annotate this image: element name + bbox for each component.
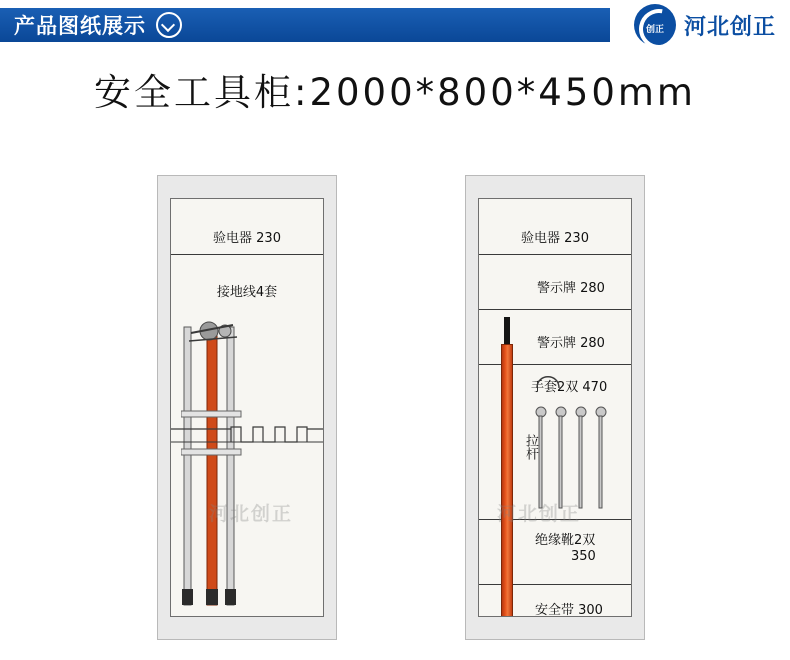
logo-mark-label: 创正 <box>645 24 664 34</box>
cabinet-left <box>157 175 337 640</box>
cabinet-right <box>465 175 645 640</box>
grounding-rod-frame <box>181 319 247 609</box>
glove-hangers <box>479 404 631 514</box>
cabinet-right-interior <box>478 198 632 617</box>
cabinet-right-label-2: 警示牌 280 <box>537 336 605 351</box>
hook-icon <box>535 367 563 389</box>
cabinet-right-label-0: 验电器 230 <box>521 231 589 246</box>
page-header <box>0 0 790 50</box>
shelf-divider <box>479 254 631 255</box>
shelf-divider <box>479 309 631 310</box>
cabinet-right-label-4: 绝缘靴2双 <box>535 533 596 548</box>
header-title-bar <box>0 8 610 42</box>
cabinet-left-label-0: 验电器 230 <box>213 231 281 246</box>
sawtooth-rack-graphic <box>171 421 324 443</box>
chevron-down-circle-icon[interactable] <box>156 12 182 38</box>
watermark-left: 河北创正 <box>209 503 294 525</box>
hook-graphic <box>535 367 563 389</box>
cabinet-right-label-1: 警示牌 280 <box>537 281 605 296</box>
cabinet-right-label-3: 手套2双 470 <box>531 380 608 395</box>
shelf-divider <box>171 254 323 255</box>
cabinet-right-label-7: 拉杆 <box>523 434 538 460</box>
cabinet-right-label-5: 350 <box>571 549 596 564</box>
cabinet-left-label-1: 接地线4套 <box>216 285 278 300</box>
glove-hangers-graphic <box>479 404 632 514</box>
brand-name: 河北创正 <box>683 13 776 39</box>
header-divider <box>0 49 790 50</box>
watermark-right: 河北创正 <box>497 503 582 525</box>
logo-mark-icon <box>634 4 676 46</box>
page-title: 产品图纸展示 <box>14 15 146 38</box>
diagram-title: 安全工具柜:2000*800*450mm <box>94 71 696 114</box>
brand-logo <box>634 4 776 46</box>
pole-tip-icon <box>504 317 510 347</box>
grounding-rod-graphic <box>181 319 247 609</box>
sawtooth-rack <box>171 421 323 443</box>
cabinet-left-interior <box>170 198 324 617</box>
cabinet-right-label-6: 安全带 300 <box>535 603 603 617</box>
